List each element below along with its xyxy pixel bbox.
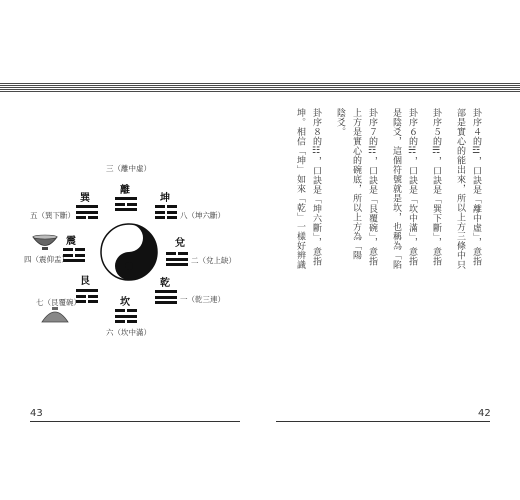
- top-decorative-rule: [0, 83, 520, 93]
- left-page-footer-rule: [30, 421, 240, 422]
- text-column: 上方是實心的碗底，所以上方為「陽: [351, 108, 361, 260]
- text-column: 卦序４的☲，口訣是「離中虛」，意指: [471, 108, 481, 266]
- text-column: 卦序８的☷，口訣是「坤六斷」，意指: [311, 108, 321, 266]
- trigram-xun-label: 五（巽下斷）: [30, 211, 75, 220]
- yin-yang-icon: [99, 222, 159, 282]
- trigram-li: [115, 197, 137, 214]
- text-column: 陰爻。: [335, 108, 345, 137]
- text-column: 卦序６的☵，口訣是「坎中滿」，意指: [407, 108, 417, 266]
- trigram-xun: [76, 205, 98, 222]
- trigram-qian: [155, 290, 177, 307]
- trigram-kun: [155, 205, 177, 222]
- trigram-zhen-label: 四（震仰盂）: [24, 255, 69, 264]
- trigram-dui-label: 二（兌上缺）: [191, 256, 236, 265]
- trigram-qian-name: 乾: [160, 278, 170, 289]
- inverted-bowl-icon: [40, 306, 70, 324]
- trigram-gen-label: 七（艮覆碗）: [36, 298, 81, 307]
- trigram-line: [115, 197, 137, 200]
- left-page-number: 43: [30, 408, 43, 419]
- trigram-kan: [115, 309, 137, 326]
- trigram-dui-name: 兌: [175, 238, 185, 249]
- trigram-kun-label: 八（坤六斷）: [180, 211, 225, 220]
- trigram-line: [115, 203, 137, 206]
- trigram-xun-name: 巽: [80, 193, 90, 204]
- trigram-zhen-name: 震: [66, 236, 76, 247]
- trigram-gen-name: 艮: [80, 276, 90, 287]
- trigram-kun-name: 坤: [160, 193, 170, 204]
- right-page-number: 42: [478, 408, 491, 419]
- text-column: 卦序７的☶，口訣是「艮覆碗」，意指: [367, 108, 377, 266]
- trigram-line: [115, 208, 137, 211]
- upturned-bowl-icon: [31, 234, 59, 252]
- text-column: 是陰爻，這個符號就是坎，也稱為「陷: [391, 108, 401, 270]
- trigram-li-name: 離: [120, 185, 130, 196]
- trigram-dui: [166, 252, 188, 269]
- trigram-qian-label: 一（乾三連）: [180, 295, 225, 304]
- text-column: 坤。相信「坤」如來「乾」一樣好辨識: [295, 108, 305, 270]
- trigram-kan-name: 坎: [120, 297, 130, 308]
- text-column: 卦序５的☴，口訣是「巽下斷」，意指: [431, 108, 441, 266]
- trigram-kan-label: 六（坎中滿）: [106, 328, 151, 337]
- right-page-footer-rule: [276, 421, 490, 422]
- text-column: 部是實心的能出來，所以上方三條中只: [455, 108, 465, 270]
- trigram-li-label: 三（離中虛）: [106, 164, 151, 173]
